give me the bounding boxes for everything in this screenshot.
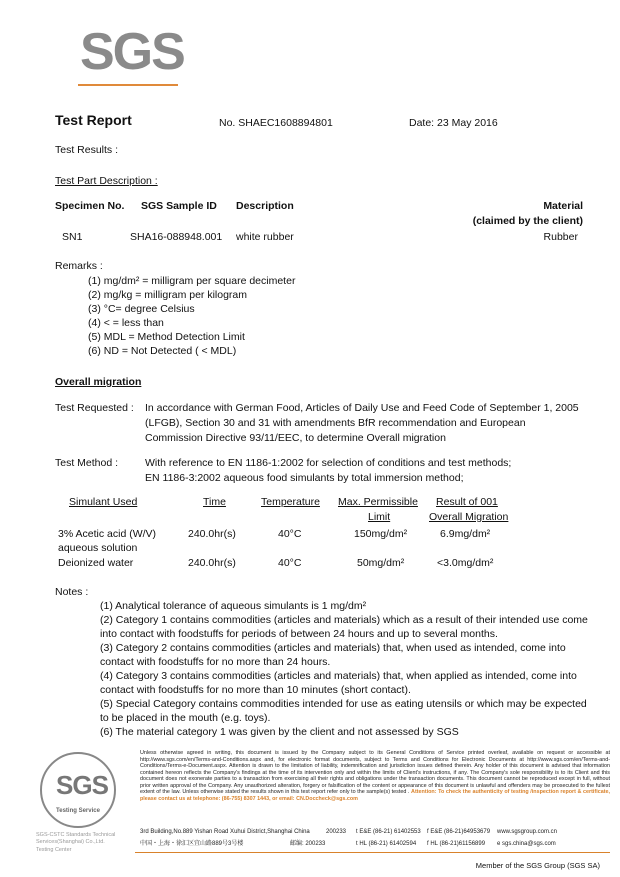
note-line: (2) Category 1 contains commodities (articles and materials) which as a result of their intended use come	[100, 614, 588, 626]
col-material: Material	[543, 200, 583, 212]
postcode-en: 200233	[326, 829, 347, 835]
phone: t HL (86-21) 61402594	[356, 841, 417, 847]
footer-disclaimer: Unless otherwise agreed in writing, this document is issued by the Company subject to its General Conditions of Service printed overleaf, available on request or accessible at http://www.sgs.com/en/Terms-and-Conditions.aspx and, for electronic format documents, subject to Terms and Conditions for Electronic Documents at http://www.sgs.com/en/Terms-and-Conditions/Terms-e-Document.aspx. Attention is drawn to the limitation of liability, indemnification and jurisdiction issues defined therein. Any holder of this document is advised that information contained hereon reflects the Company's findings at the time of its intervention only and within the limits of Client's instructions, if any. The Company's sole responsibility is to its Client and this document does not exonerate parties to a transaction from exercising all their rights and obligations under the transaction documents. This document cannot be reproduced except in full, without prior written approval of the Company. Any unauthorized alteration, forgery or falsification of the content or appearance of this document is unlawful and offenders may be prosecuted to the fullest extent of the law. Unless otherwise stated the results shown in this test report refer only to the sample(s) tested . Attention: To check the authenticity of testing /inspection report & certificate, please contact us at telephone: (86-755) 8307 1443, or email: CN.Doccheck@sgs.com	[140, 750, 611, 802]
simulant-cell: Deionized water	[58, 557, 134, 569]
testing-service-stamp: SGS Testing Service	[40, 752, 116, 828]
postcode-cn: 邮编: 200233	[290, 841, 326, 847]
phone: t E&E (86-21) 61402553	[356, 829, 421, 835]
note-line: to be placed in the mouth (e.g. toys).	[100, 712, 271, 724]
limit-cell: 50mg/dm²	[357, 557, 405, 569]
col-sample-id: SGS Sample ID	[141, 200, 217, 212]
col-material-sub: (claimed by the client)	[472, 215, 583, 227]
col-temperature: Temperature	[261, 496, 320, 508]
email: e sgs.china@sgs.com	[497, 841, 556, 847]
remarks-label: Remarks :	[55, 260, 103, 272]
note-line: contact with foodstuffs for no more than 10 minutes (short contact).	[100, 684, 411, 696]
specimen-cell: SN1	[62, 231, 83, 243]
report-date: Date: 23 May 2016	[409, 117, 498, 129]
temp-cell: 40°C	[278, 528, 302, 540]
time-cell: 240.0hr(s)	[188, 557, 236, 569]
authenticity-notice: Attention: To check the authenticity of testing /inspection report & certificate, please contact us at telephone: (86-755) 8307 1443, or email: CN.Doccheck@sgs.com	[140, 789, 611, 802]
limit-cell: 150mg/dm²	[354, 528, 408, 540]
remark-item: (1) mg/dm² = milligram per square decimeter	[88, 275, 296, 287]
note-line: (5) Special Category contains commodities intended for use as eating utensils or which may be expected	[100, 698, 587, 710]
note-line: (4) Category 3 contains commodities (articles and materials) that, when applied as intended, come into	[100, 670, 577, 682]
note-line: (6) The material category 1 was given by the client and not assessed by SGS	[100, 726, 459, 738]
fax: f E&E (86-21)64953679	[427, 829, 491, 835]
testing-center: Testing Center	[36, 847, 72, 853]
result-cell: <3.0mg/dm²	[437, 557, 494, 569]
footer-divider	[135, 852, 610, 853]
test-requested-line: In accordance with German Food, Articles of Daily Use and Feed Code of September 1, 2005	[145, 402, 579, 414]
sample-id-cell: SHA16-088948.001	[130, 231, 223, 243]
simulant-cell-cont: aqueous solution	[58, 542, 138, 554]
result-cell: 6.9mg/dm²	[440, 528, 491, 540]
test-requested-label: Test Requested :	[55, 402, 134, 414]
col-description: Description	[236, 200, 294, 212]
member-text: Member of the SGS Group (SGS SA)	[475, 861, 600, 870]
temp-cell: 40°C	[278, 557, 302, 569]
address-en: 3rd Building,No.889 Yishan Road Xuhui District,Shanghai China	[140, 829, 310, 835]
col-limit: Max. Permissible	[338, 496, 418, 508]
notes-label: Notes :	[55, 586, 89, 598]
test-requested-line: Commission Directive 93/11/EEC, to determine Overall migration	[145, 432, 446, 444]
time-cell: 240.0hr(s)	[188, 528, 236, 540]
fax: f HL (86-21)61156899	[427, 841, 486, 847]
col-specimen: Specimen No.	[55, 200, 125, 212]
address-cn: 中国・上海・徐汇区宜山路889号3号楼	[140, 841, 244, 847]
simulant-cell: 3% Acetic acid (W/V)	[58, 528, 157, 540]
test-part-description-heading: Test Part Description :	[55, 175, 158, 187]
note-line: into contact with foodstuffs for periods of between 24 hours and up to several months.	[100, 628, 498, 640]
col-result-sub: Overall Migration	[429, 511, 509, 523]
test-method-line: With reference to EN 1186-1:2002 for selection of conditions and test methods;	[145, 457, 512, 469]
note-line: contact with foodstuffs for no more than 24 hours.	[100, 656, 331, 668]
note-line: (1) Analytical tolerance of aqueous simulants is 1 mg/dm²	[100, 600, 367, 612]
overall-migration-heading: Overall migration	[55, 376, 142, 388]
test-method-label: Test Method :	[55, 457, 119, 469]
material-cell: Rubber	[543, 231, 578, 243]
test-requested-line: (LFGB), Section 30 and 31 with amendments BfR recommendation and European	[145, 417, 526, 429]
remark-item: (5) MDL = Method Detection Limit	[88, 331, 245, 343]
col-result: Result of 001	[436, 496, 498, 508]
remark-item: (3) °C= degree Celsius	[88, 303, 195, 315]
test-results-label: Test Results :	[55, 144, 119, 156]
company-name: SGS-CSTC Standards Technical Services(Shanghai) Co.,Ltd.	[36, 832, 116, 845]
report-number: No. SHAEC1608894801	[219, 117, 333, 129]
sgs-logo: SGS	[78, 22, 178, 92]
website: www.sgsgroup.com.cn	[497, 829, 558, 835]
remark-item: (4) < = less than	[88, 317, 164, 329]
note-line: (3) Category 2 contains commodities (articles and materials) that, when used as intended, come into	[100, 642, 566, 654]
col-time: Time	[203, 496, 226, 508]
col-simulant: Simulant Used	[69, 496, 138, 508]
remark-item: (6) ND = Not Detected ( < MDL)	[88, 345, 237, 357]
description-cell: white rubber	[236, 231, 294, 243]
report-title: Test Report	[55, 112, 132, 128]
remark-item: (2) mg/kg = milligram per kilogram	[88, 289, 247, 301]
col-limit-sub: Limit	[368, 511, 391, 523]
test-method-line: EN 1186-3:2002 aqueous food simulants by total immersion method;	[145, 472, 464, 484]
